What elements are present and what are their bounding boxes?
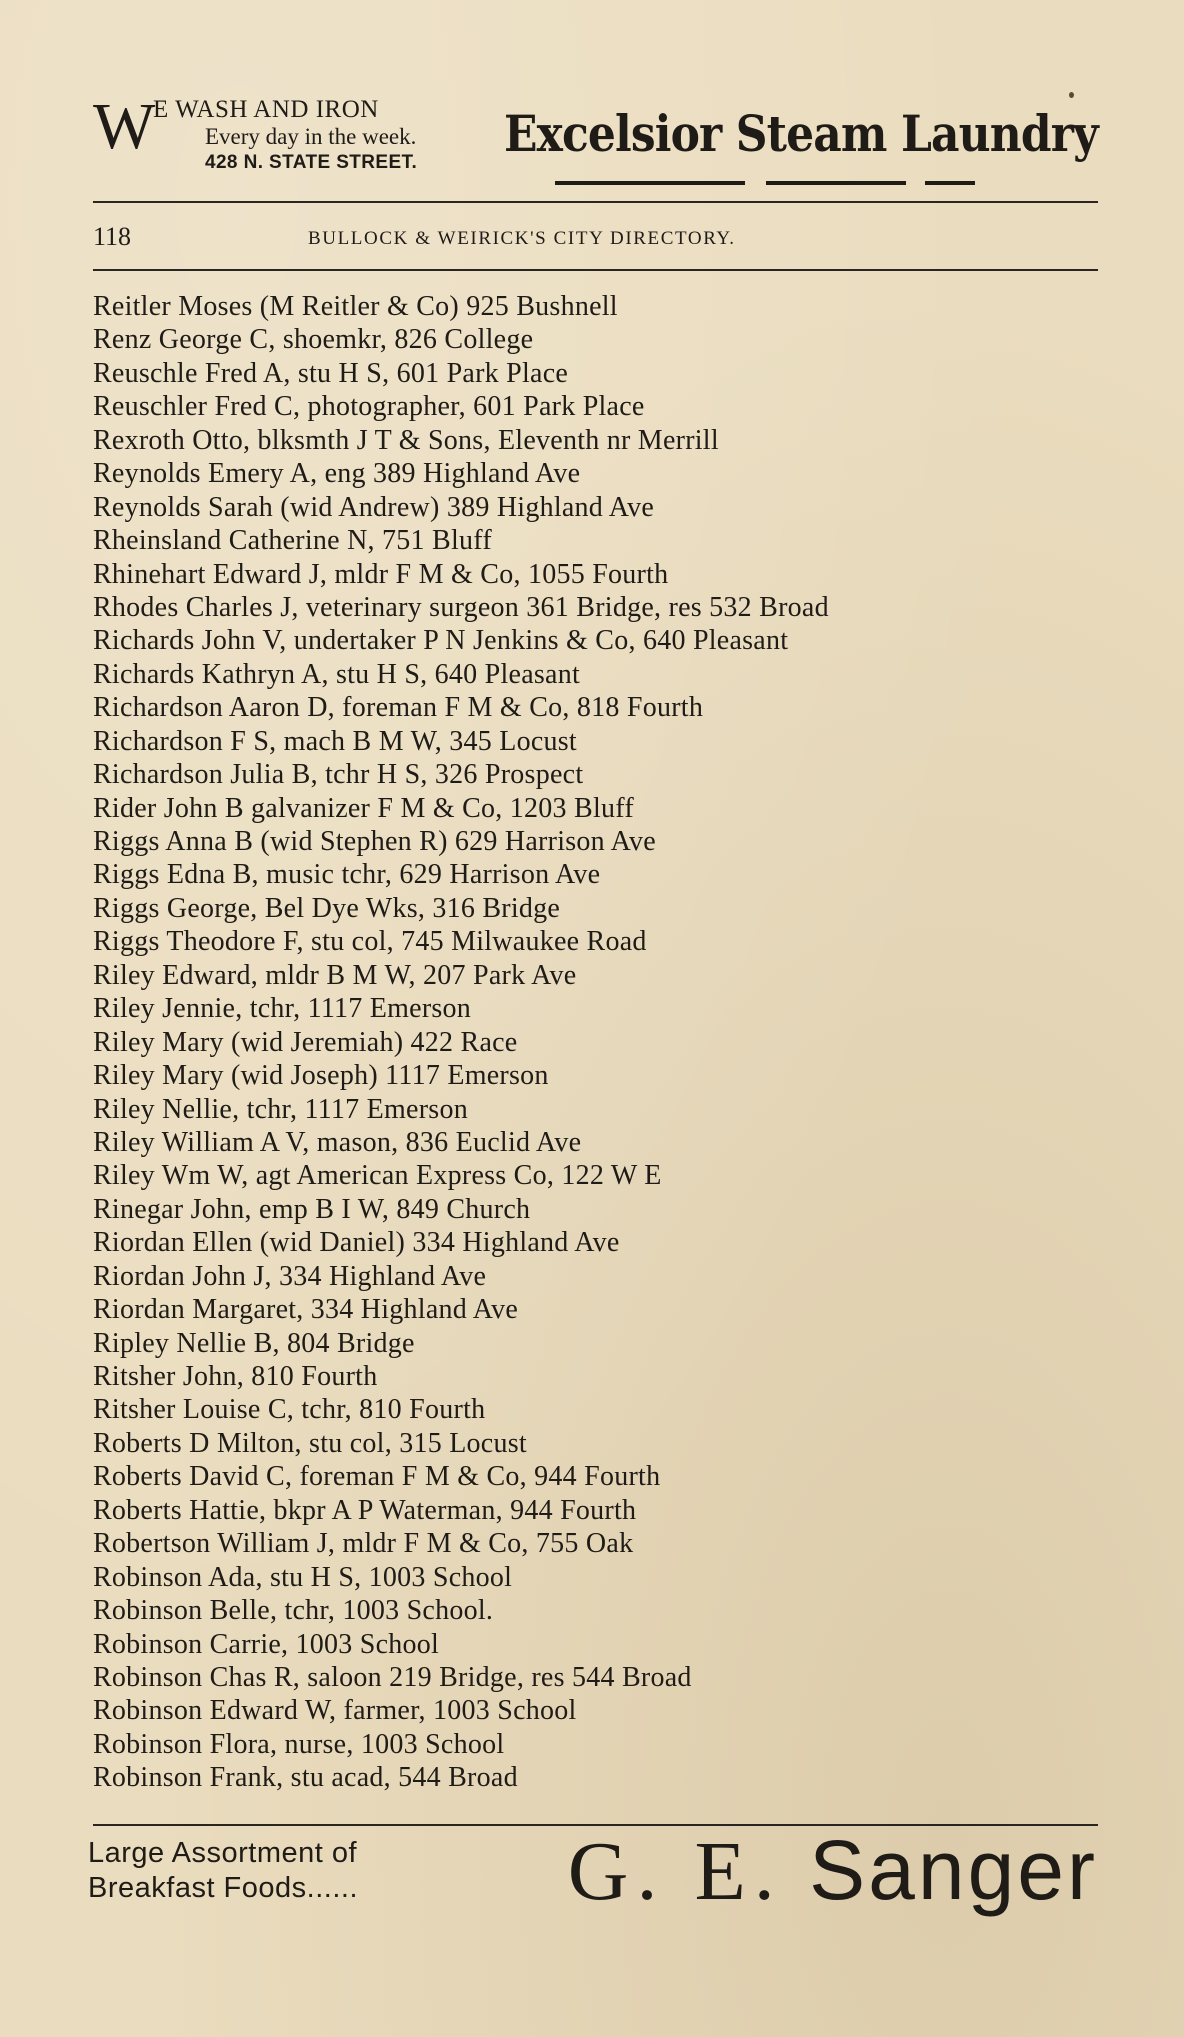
directory-entry: Rinegar John, emp B I W, 849 Church — [93, 1193, 531, 1225]
ad-line-every-day: Every day in the week. — [205, 124, 417, 149]
ad-line-wash-and-iron: E WASH AND IRON — [153, 96, 379, 123]
directory-entry: Robinson Carrie, 1003 School — [93, 1628, 440, 1660]
directory-entry: Ripley Nellie B, 804 Bridge — [93, 1327, 415, 1359]
directory-entry: Riggs George, Bel Dye Wks, 316 Bridge — [93, 892, 561, 924]
directory-entry: Riley Edward, mldr B M W, 207 Park Ave — [93, 959, 577, 991]
header-rule — [93, 269, 1098, 271]
running-header — [93, 222, 1098, 258]
directory-entry: Riordan John J, 334 Highland Ave — [93, 1260, 487, 1292]
laundry-brand-name: Excelsior Steam Laundry — [504, 104, 1098, 163]
directory-entry: Richards John V, undertaker P N Jenkins & Co, 640 Pleasant — [93, 625, 789, 657]
directory-entry: Roberts D Milton, stu col, 315 Locust — [93, 1427, 527, 1459]
directory-entry: Robinson Frank, stu acad, 544 Broad — [93, 1762, 518, 1794]
directory-entry: Rheinsland Catherine N, 751 Bluff — [93, 525, 492, 557]
directory-title: BULLOCK & WEIRICK'S CITY DIRECTORY. — [308, 228, 736, 249]
directory-entry: Robertson William J, mldr F M & Co, 755 Oak — [93, 1528, 634, 1560]
page-number: 118 — [93, 222, 132, 251]
directory-entry: Rexroth Otto, blksmth J T & Sons, Eleventh nr Merrill — [93, 424, 719, 456]
laundry-ad-text — [153, 96, 417, 173]
directory-entry: Robinson Ada, stu H S, 1003 School — [93, 1561, 513, 1593]
directory-entry: Rider John B galvanizer F M & Co, 1203 Bluff — [93, 792, 634, 824]
directory-entry: Robinson Flora, nurse, 1003 School — [93, 1728, 505, 1760]
directory-entry: Rhinehart Edward J, mldr F M & Co, 1055 Fourth — [93, 558, 669, 590]
bottom-advertisement — [88, 1823, 1098, 1956]
directory-entry: Reuschle Fred A, stu H S, 601 Park Place — [93, 357, 569, 389]
directory-entry: Robinson Belle, tchr, 1003 School. — [93, 1595, 494, 1627]
ad-line-breakfast-foods: Breakfast Foods...... — [88, 1871, 358, 1904]
directory-entry: Ritsher Louise C, tchr, 810 Fourth — [93, 1394, 486, 1426]
directory-entry: Robinson Chas R, saloon 219 Bridge, res 544 Broad — [93, 1661, 692, 1693]
ad-line-assortment: Large Assortment of — [88, 1837, 358, 1869]
top-rule — [93, 201, 1098, 203]
brand-underline-3 — [925, 181, 975, 185]
directory-entry: Riley Mary (wid Jeremiah) 422 Race — [93, 1026, 518, 1058]
directory-entry: Richardson Julia B, tchr H S, 326 Prospect — [93, 759, 584, 791]
directory-entry: Rhodes Charles J, veterinary surgeon 361 Bridge, res 532 Broad — [93, 591, 829, 623]
grocer-surname: Sanger — [809, 1823, 1098, 1917]
directory-entry: Richards Kathryn A, stu H S, 640 Pleasant — [93, 658, 580, 690]
grocer-name — [568, 1822, 1098, 1920]
top-advertisement — [93, 88, 1098, 198]
directory-entry: Robinson Edward W, farmer, 1003 School — [93, 1695, 577, 1727]
grocer-ad-text — [88, 1836, 358, 1906]
directory-entry: Richardson Aaron D, foreman F M & Co, 818 Fourth — [93, 692, 704, 724]
directory-entry: Riley Mary (wid Joseph) 1117 Emerson — [93, 1060, 549, 1092]
directory-entry: Riley Wm W, agt American Express Co, 122 W E — [93, 1160, 662, 1192]
directory-entry: Riordan Margaret, 334 Highland Ave — [93, 1294, 519, 1326]
directory-entry: Roberts Hattie, bkpr A P Waterman, 944 Fourth — [93, 1494, 637, 1526]
directory-entry: Ritsher John, 810 Fourth — [93, 1361, 378, 1392]
directory-entry: Reuschler Fred C, photographer, 601 Park Place — [93, 391, 645, 423]
directory-entry: Reitler Moses (M Reitler & Co) 925 Bushnell — [93, 291, 618, 322]
drop-cap-letter: W — [93, 90, 150, 163]
directory-entry: Riley William A V, mason, 836 Euclid Ave — [93, 1126, 582, 1158]
grocer-initials: G. E. — [567, 1825, 783, 1918]
directory-entry: Riley Nellie, tchr, 1117 Emerson — [93, 1093, 468, 1125]
directory-listings — [93, 290, 1093, 1795]
directory-entry: Riggs Edna B, music tchr, 629 Harrison Ave — [93, 859, 601, 891]
directory-entry: Roberts David C, foreman F M & Co, 944 Fourth — [93, 1461, 661, 1493]
directory-entry: Riordan Ellen (wid Daniel) 334 Highland Ave — [93, 1227, 620, 1259]
ad-line-address: 428 N. STATE STREET. — [205, 151, 418, 173]
brand-underline-1 — [555, 181, 745, 185]
directory-entry: Riggs Theodore F, stu col, 745 Milwaukee Road — [93, 926, 647, 958]
directory-entry: Riggs Anna B (wid Stephen R) 629 Harrison Ave — [93, 826, 656, 857]
directory-entry: Renz George C, shoemkr, 826 College — [93, 324, 534, 356]
ink-speck — [1069, 92, 1074, 98]
brand-underline-2 — [766, 181, 906, 185]
directory-entry: Reynolds Emery A, eng 389 Highland Ave — [93, 458, 581, 490]
directory-entry: Richardson F S, mach B M W, 345 Locust — [93, 725, 577, 757]
directory-entry: Reynolds Sarah (wid Andrew) 389 Highland Ave — [93, 491, 655, 523]
directory-entry: Riley Jennie, tchr, 1117 Emerson — [93, 993, 472, 1025]
